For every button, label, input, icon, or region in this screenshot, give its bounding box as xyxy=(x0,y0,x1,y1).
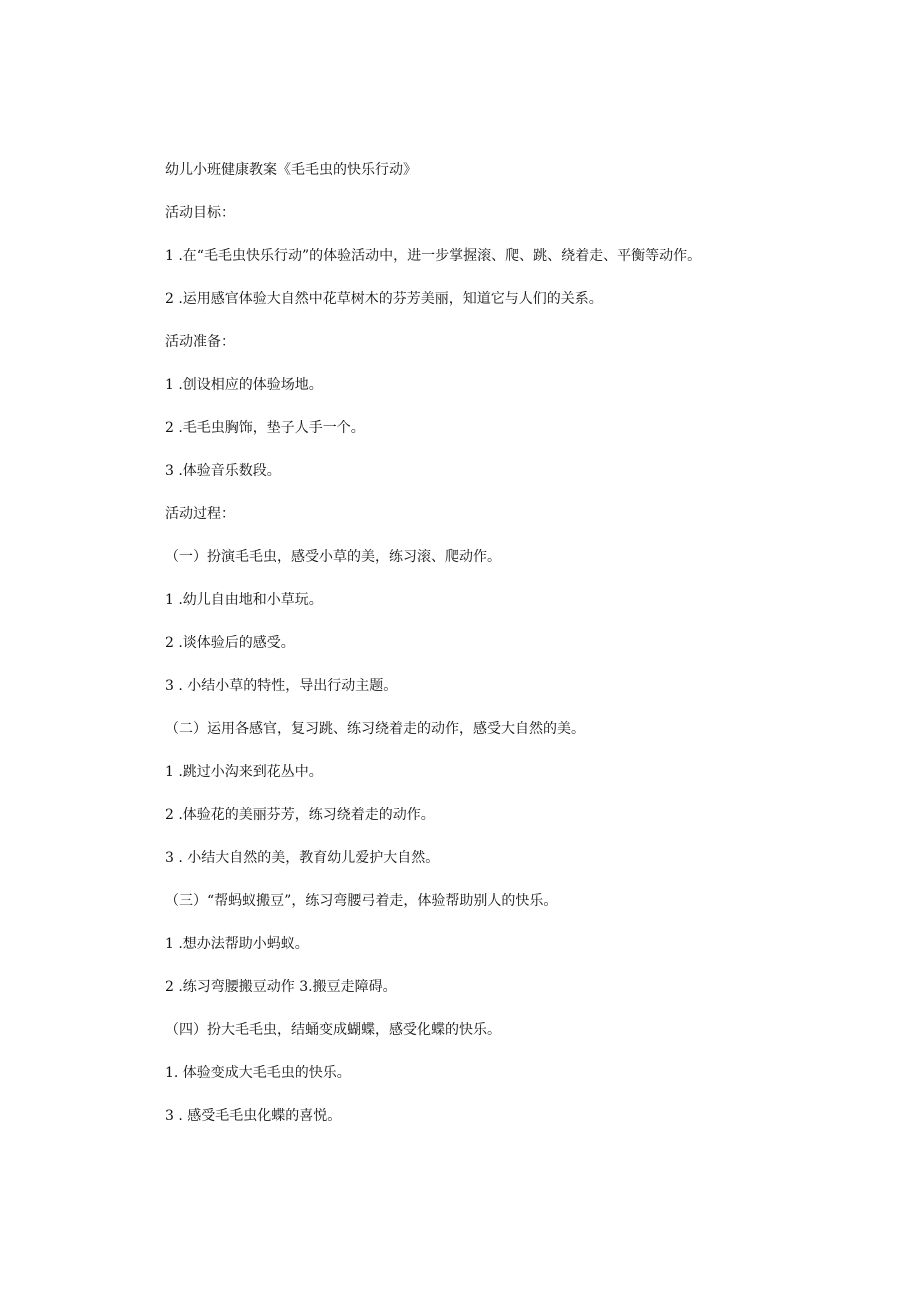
paragraph-line: 2 .谈体验后的感受。 xyxy=(165,635,295,651)
subsection-heading: （二）运用各感官，复习跳、练习绕着走的动作，感受大自然的美。 xyxy=(165,721,585,737)
paragraph-line: 3 . 感受毛毛虫化蝶的喜悦。 xyxy=(165,1108,342,1124)
paragraph-line: 3 . 小结小草的特性，导出行动主题。 xyxy=(165,678,398,694)
subsection-heading: （三）“帮蚂蚁搬豆”，练习弯腰弓着走，体验帮助别人的快乐。 xyxy=(165,893,558,909)
paragraph-line: 2 .练习弯腰搬豆动作 3.搬豆走障碍。 xyxy=(165,979,397,995)
paragraph-line: 3 .体验音乐数段。 xyxy=(165,463,281,479)
document-body xyxy=(165,160,865,1149)
paragraph-line: 1 .跳过小沟来到花丛中。 xyxy=(165,764,323,780)
paragraph-line: 1. 体验变成大毛毛虫的快乐。 xyxy=(165,1065,351,1081)
section-heading-process: 活动过程： xyxy=(165,506,235,522)
paragraph-line: 2 .运用感官体验大自然中花草树木的芬芳美丽，知道它与人们的关系。 xyxy=(165,291,603,307)
paragraph-line: 1 .幼儿自由地和小草玩。 xyxy=(165,592,323,608)
paragraph-line: 1 .想办法帮助小蚂蚁。 xyxy=(165,936,309,952)
subsection-heading: （四）扮大毛毛虫，结蛹变成蝴蝶，感受化蝶的快乐。 xyxy=(165,1022,501,1038)
subsection-heading: （一）扮演毛毛虫，感受小草的美，练习滚、爬动作。 xyxy=(165,549,501,565)
paragraph-line: 2 .体验花的美丽芬芳，练习绕着走的动作。 xyxy=(165,807,435,823)
document-title: 幼儿小班健康教案《毛毛虫的快乐行动》 xyxy=(165,162,417,178)
paragraph-line: 1 .创设相应的体验场地。 xyxy=(165,377,323,393)
paragraph-line: 2 .毛毛虫胸饰，垫子人手一个。 xyxy=(165,420,365,436)
paragraph-line: 1 .在“毛毛虫快乐行动”的体验活动中，进一步掌握滚、爬、跳、绕着走、平衡等动作。 xyxy=(165,248,702,264)
paragraph-line: 3 . 小结大自然的美，教育幼儿爱护大自然。 xyxy=(165,850,440,866)
section-heading-preparation: 活动准备： xyxy=(165,334,235,350)
section-heading-goals: 活动目标： xyxy=(165,205,235,221)
